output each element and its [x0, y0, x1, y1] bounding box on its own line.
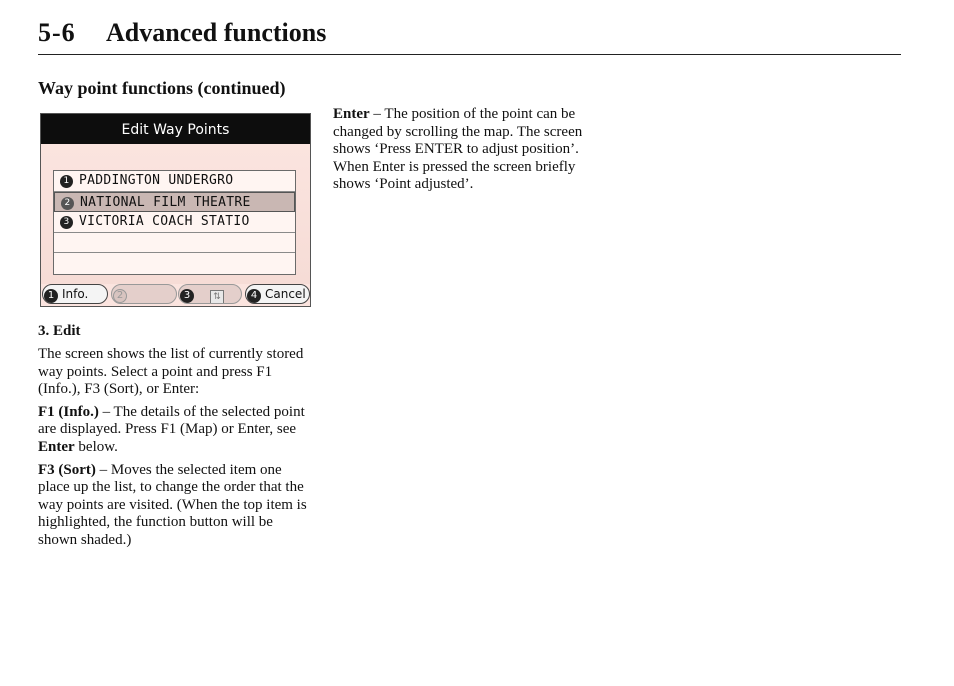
number-4-icon: 4: [247, 289, 261, 303]
section-subtitle: Way point functions (continued): [38, 78, 286, 98]
f2-button-shaded[interactable]: [111, 284, 177, 304]
waypoint-label: VICTORIA COACH STATIO: [79, 214, 250, 229]
page-title: Advanced functions: [106, 18, 327, 47]
section-number: 5-6: [38, 18, 76, 47]
number-2-icon: 2: [61, 197, 74, 210]
f1-term: F1 (Info.): [38, 403, 99, 420]
f3-sort-button-shaded[interactable]: [178, 284, 242, 304]
f3-text: – Moves the selected item one place up the list, to change the order that the way points are visited. (When the top item is highlighted, the function button will be shown shaded.): [38, 461, 307, 548]
number-2-icon: 2: [113, 289, 127, 303]
enter-term: Enter: [333, 106, 370, 122]
waypoint-list: [53, 170, 296, 275]
f1-info-button[interactable]: [42, 284, 108, 304]
waypoint-label: PADDINGTON UNDERGRO: [79, 173, 234, 188]
enter-paragraph: [333, 106, 605, 194]
number-3-icon: 3: [180, 289, 194, 303]
left-column-text: [38, 346, 313, 550]
waypoint-row-2-selected[interactable]: [54, 192, 295, 213]
waypoint-row-empty-5[interactable]: [54, 253, 295, 274]
f4-label: Cancel: [265, 287, 306, 301]
page-header: [38, 18, 901, 55]
enter-text: – The position of the point can be changed by scrolling the map. The screen shows ‘Press ENTER to adjust position’. When Enter is pressed the screen briefly shows ‘Point adjusted’.: [333, 106, 583, 193]
right-column-text: [333, 106, 605, 194]
edit-heading: 3. Edit: [38, 323, 81, 339]
waypoint-row-3[interactable]: [54, 212, 295, 233]
f1-text-a: – The details of the selected point are displayed. Press F1 (Map) or Enter, see: [38, 403, 305, 438]
screen-body: [41, 144, 310, 284]
f1-label: Info.: [62, 287, 89, 301]
f3-paragraph: [38, 462, 313, 550]
sort-icon: ⇅: [210, 290, 224, 304]
device-screen-image: [40, 113, 311, 307]
waypoint-label: NATIONAL FILM THEATRE: [80, 194, 251, 210]
f4-cancel-button[interactable]: [245, 284, 310, 304]
f1-paragraph: [38, 404, 313, 457]
number-1-icon: 1: [60, 175, 73, 188]
number-1-icon: 1: [44, 289, 58, 303]
f1-enter-ref: Enter: [38, 438, 75, 455]
intro-paragraph: The screen shows the list of currently stored way points. Select a point and press F1 (Info.), F3 (Sort), or Enter:: [38, 346, 304, 398]
number-3-icon: 3: [60, 216, 73, 229]
function-button-bar: [41, 284, 310, 306]
waypoint-row-empty-4[interactable]: [54, 233, 295, 254]
f3-term: F3 (Sort): [38, 461, 96, 478]
waypoint-row-1[interactable]: [54, 171, 295, 192]
screen-title: Edit Way Points: [41, 114, 310, 144]
f1-text-b: below.: [74, 438, 118, 455]
